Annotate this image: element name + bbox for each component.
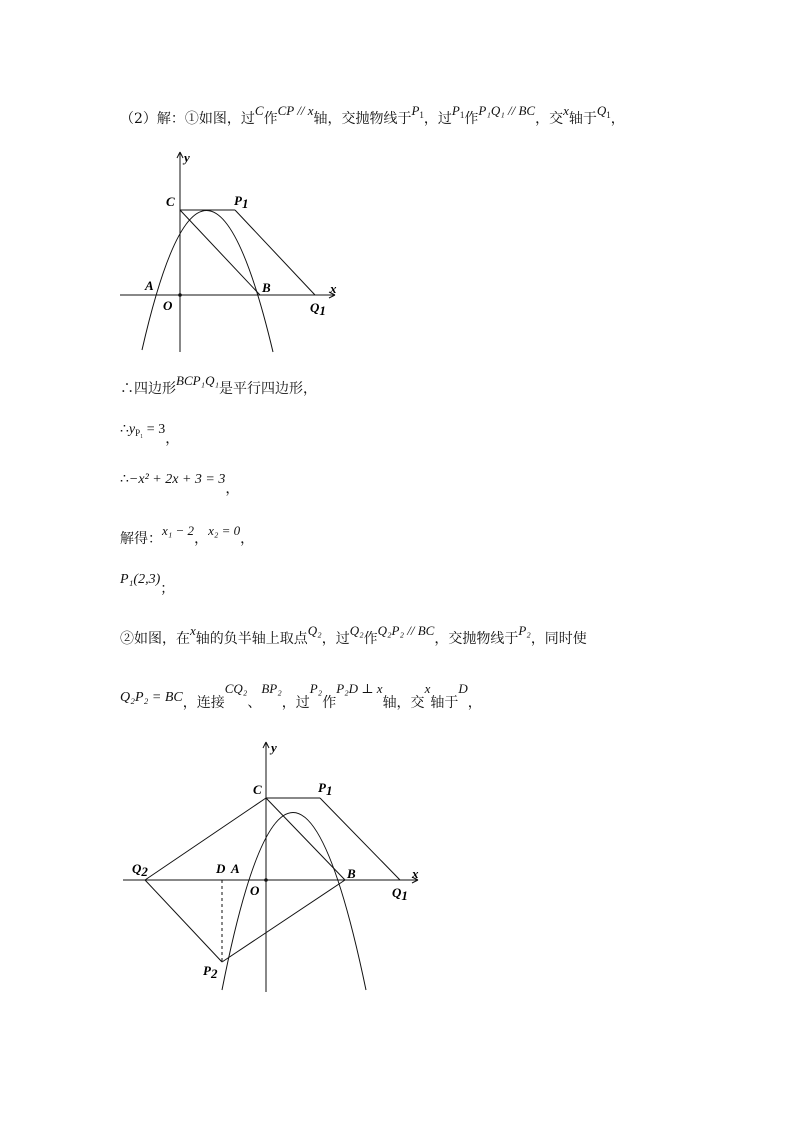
text: ， [165, 431, 180, 447]
text: （2）解：①如图，过 [120, 111, 255, 127]
text: ， [610, 111, 625, 127]
math-p1: $P_1$ [411, 103, 424, 120]
math-q2: Q₂ [307, 623, 322, 638]
label-x: x [330, 281, 337, 296]
label-x: x [412, 866, 419, 881]
text: 作 [263, 111, 278, 127]
math-p2d-perp-x: P₂D ⊥ x [336, 681, 383, 696]
text: ，过 [423, 111, 452, 127]
label-q1: Q1 [310, 300, 326, 318]
math-p1q1-parallel-bc: P₁Q₁ // BC [478, 103, 536, 118]
math-p2-b: P₂ [309, 681, 323, 696]
math-x: x [424, 681, 431, 696]
math-cq2: CQ₂ [224, 681, 248, 696]
math-x: x [563, 103, 569, 118]
text: 、 [247, 695, 262, 711]
segment-bp2 [222, 880, 345, 962]
math-q2p2-eq-bc: Q₂P₂ = BC [120, 690, 183, 705]
text: ，过 [281, 695, 310, 711]
label-q1: Q1 [392, 885, 408, 903]
text: ，连接 [182, 695, 225, 711]
math-q1: $Q_1$ [596, 103, 611, 120]
text: ， [240, 531, 255, 547]
text: ②如图，在 [120, 631, 190, 647]
label-p2: P2 [203, 963, 218, 981]
math-p2: P₂ [518, 623, 531, 638]
solution-line-5 [120, 523, 255, 548]
math-c: C [254, 103, 264, 118]
label-o: O [250, 883, 260, 898]
label-b: B [262, 280, 271, 295]
text: 是平行四边形， [218, 381, 317, 397]
text: 轴的负半轴上取点 [195, 631, 308, 647]
math-y-p1: $y_{P_1} = 3$ [128, 422, 166, 438]
segment-p1q1 [320, 798, 400, 880]
segment-q2p2 [145, 880, 222, 962]
math-equation: −x² + 2x + 3 = 3 [128, 472, 226, 487]
parabola-curve [142, 210, 273, 352]
therefore-symbol: ∴ [120, 471, 129, 487]
label-y: y [184, 150, 190, 165]
label-q2: Q2 [132, 861, 148, 879]
text: 轴于 [568, 111, 597, 127]
label-c: C [166, 194, 175, 209]
segment-p1q1 [235, 210, 315, 295]
math-point-p1: P₁(2,3) [120, 572, 161, 587]
text: ， [467, 695, 482, 711]
label-y: y [271, 740, 277, 755]
text: ，交抛物线于 [434, 631, 519, 647]
solution-line-7 [120, 623, 587, 648]
segment-cb [266, 798, 345, 880]
figure-2-parabola-diagram [118, 735, 423, 1000]
label-a: A [231, 861, 240, 876]
text: 解得： [120, 531, 162, 547]
solution-line-4 [120, 470, 240, 497]
origin-dot [264, 878, 268, 882]
origin-dot [178, 293, 182, 297]
label-o: O [163, 298, 173, 313]
label-p1: P1 [318, 780, 333, 798]
therefore-symbol: ∴ [120, 421, 129, 437]
text: ，交 [535, 111, 564, 127]
math-x2: x₂ = 0 [208, 523, 241, 538]
label-p1: P1 [234, 193, 249, 211]
text: ，过 [321, 631, 350, 647]
label-a: A [145, 278, 154, 293]
math-x1: x₁ − 2 [162, 523, 195, 538]
math-quadrilateral: BCP₁Q₁ [176, 373, 219, 388]
math-p1-b: $P_1$ [451, 103, 465, 120]
text: 四边形 [134, 381, 176, 397]
math-x: x [190, 623, 196, 638]
text: 作 [322, 695, 337, 711]
solution-line-6 [120, 570, 175, 597]
segment-cq2 [145, 798, 266, 880]
text: ， [194, 531, 209, 547]
solution-line-1 [120, 103, 625, 132]
math-cp-parallel-x: CP // x [277, 103, 314, 118]
label-b: B [347, 866, 356, 881]
text: ，同时使 [530, 631, 587, 647]
text: 轴，交 [382, 695, 425, 711]
math-d: D [458, 681, 468, 696]
solution-line-3 [120, 420, 180, 447]
math-bp2: BP₂ [261, 681, 282, 696]
text: 轴，交抛物线于 [313, 111, 412, 127]
parabola-curve [222, 813, 366, 991]
text: 作 [464, 111, 479, 127]
text: 轴于 [430, 695, 459, 711]
text: ； [160, 581, 175, 597]
text: ， [225, 481, 240, 497]
text: 作 [363, 631, 378, 647]
solution-line-2 [120, 373, 317, 398]
figure-1-parabola-diagram [115, 145, 355, 360]
solution-line-8 [120, 681, 482, 711]
therefore-symbol: ∴ [120, 381, 134, 397]
math-q2-b: Q₂ [349, 623, 364, 638]
label-d: D [216, 861, 226, 876]
label-c: C [253, 782, 262, 797]
segment-cb [180, 210, 260, 295]
math-q2p2-parallel-bc: Q₂P₂ // BC [377, 623, 435, 638]
